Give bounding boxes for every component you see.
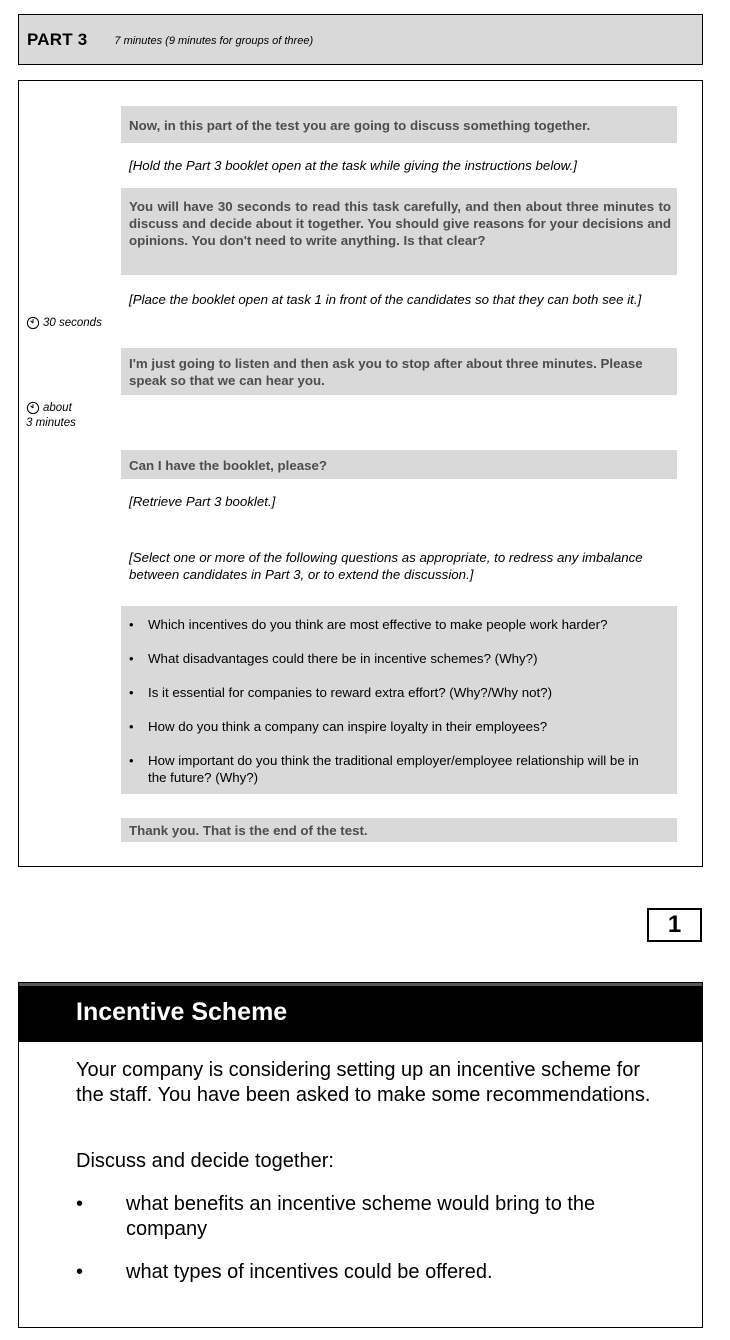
task-card xyxy=(18,982,703,1328)
task-card-header xyxy=(19,983,702,1042)
question-item: • What disadvantages could there be in incentive schemes? (Why?) xyxy=(129,651,538,666)
examiner-script xyxy=(18,80,703,867)
part-title: PART 3 xyxy=(27,29,88,49)
task-number-badge: 1 xyxy=(647,908,702,942)
script-listen: I'm just going to listen and then ask you to stop after about three minutes. Please speak so that we can hear you. xyxy=(129,356,643,388)
timer-reading-label: 30 seconds xyxy=(43,317,102,329)
bullet-icon: • xyxy=(76,1261,84,1283)
clock-icon xyxy=(26,316,40,330)
bullet-icon: • xyxy=(129,753,134,768)
bullet-icon: • xyxy=(129,685,134,700)
instruction-retrieve: [Retrieve Part 3 booklet.] xyxy=(129,494,276,509)
timer-30-seconds xyxy=(26,316,102,331)
timer-discussion-line1: about xyxy=(43,402,72,414)
task-card-point: • what types of incentives could be offered. xyxy=(76,1261,493,1283)
bullet-icon: • xyxy=(129,617,134,632)
question-item: • Which incentives do you think are most effective to make people work harder? xyxy=(129,617,608,632)
bullet-icon: • xyxy=(76,1193,84,1215)
part-header xyxy=(18,14,703,65)
script-task-instructions: You will have 30 seconds to read this task carefully, and then about three minutes to discuss and decide about it together. You should give reasons for your decisions and opinions. You don't need to write anything. Is that clear? xyxy=(129,199,671,248)
task-card-point: • what benefits an incentive scheme would bring to the company xyxy=(76,1193,596,1240)
instruction-hold-booklet: [Hold the Part 3 booklet open at the task while giving the instructions below.] xyxy=(129,158,577,173)
task-card-title: Incentive Scheme xyxy=(76,998,288,1026)
question-item: • How do you think a company can inspire loyalty in their employees? xyxy=(129,719,548,734)
bullet-icon: • xyxy=(129,719,134,734)
script-closing: Thank you. That is the end of the test. xyxy=(129,823,368,838)
timer-3-minutes xyxy=(26,401,76,431)
script-intro: Now, in this part of the test you are going to discuss something together. xyxy=(129,118,591,133)
instruction-select-questions: [Select one or more of the following questions as appropriate, to redress any imbalance between candidates in Part 3, or to extend the discussion.] xyxy=(129,550,643,582)
part-timing: 7 minutes (9 minutes for groups of three) xyxy=(114,34,314,47)
timer-discussion-line2: 3 minutes xyxy=(26,417,76,429)
instruction-place-booklet: [Place the booklet open at task 1 in front of the candidates so that they can both see it.] xyxy=(129,292,642,307)
script-ask-booklet: Can I have the booklet, please? xyxy=(129,458,328,473)
task-card-description: Your company is considering setting up an incentive scheme for the staff. You have been asked to make some recommendations. xyxy=(76,1059,651,1106)
clock-icon xyxy=(26,401,40,415)
question-item: • Is it essential for companies to reward extra effort? (Why?/Why not?) xyxy=(129,685,552,700)
bullet-icon: • xyxy=(129,651,134,666)
task-card-prompt: Discuss and decide together: xyxy=(76,1150,334,1172)
question-item: • How important do you think the traditional employer/employee relationship will be in the future? (Why?) xyxy=(129,753,639,785)
